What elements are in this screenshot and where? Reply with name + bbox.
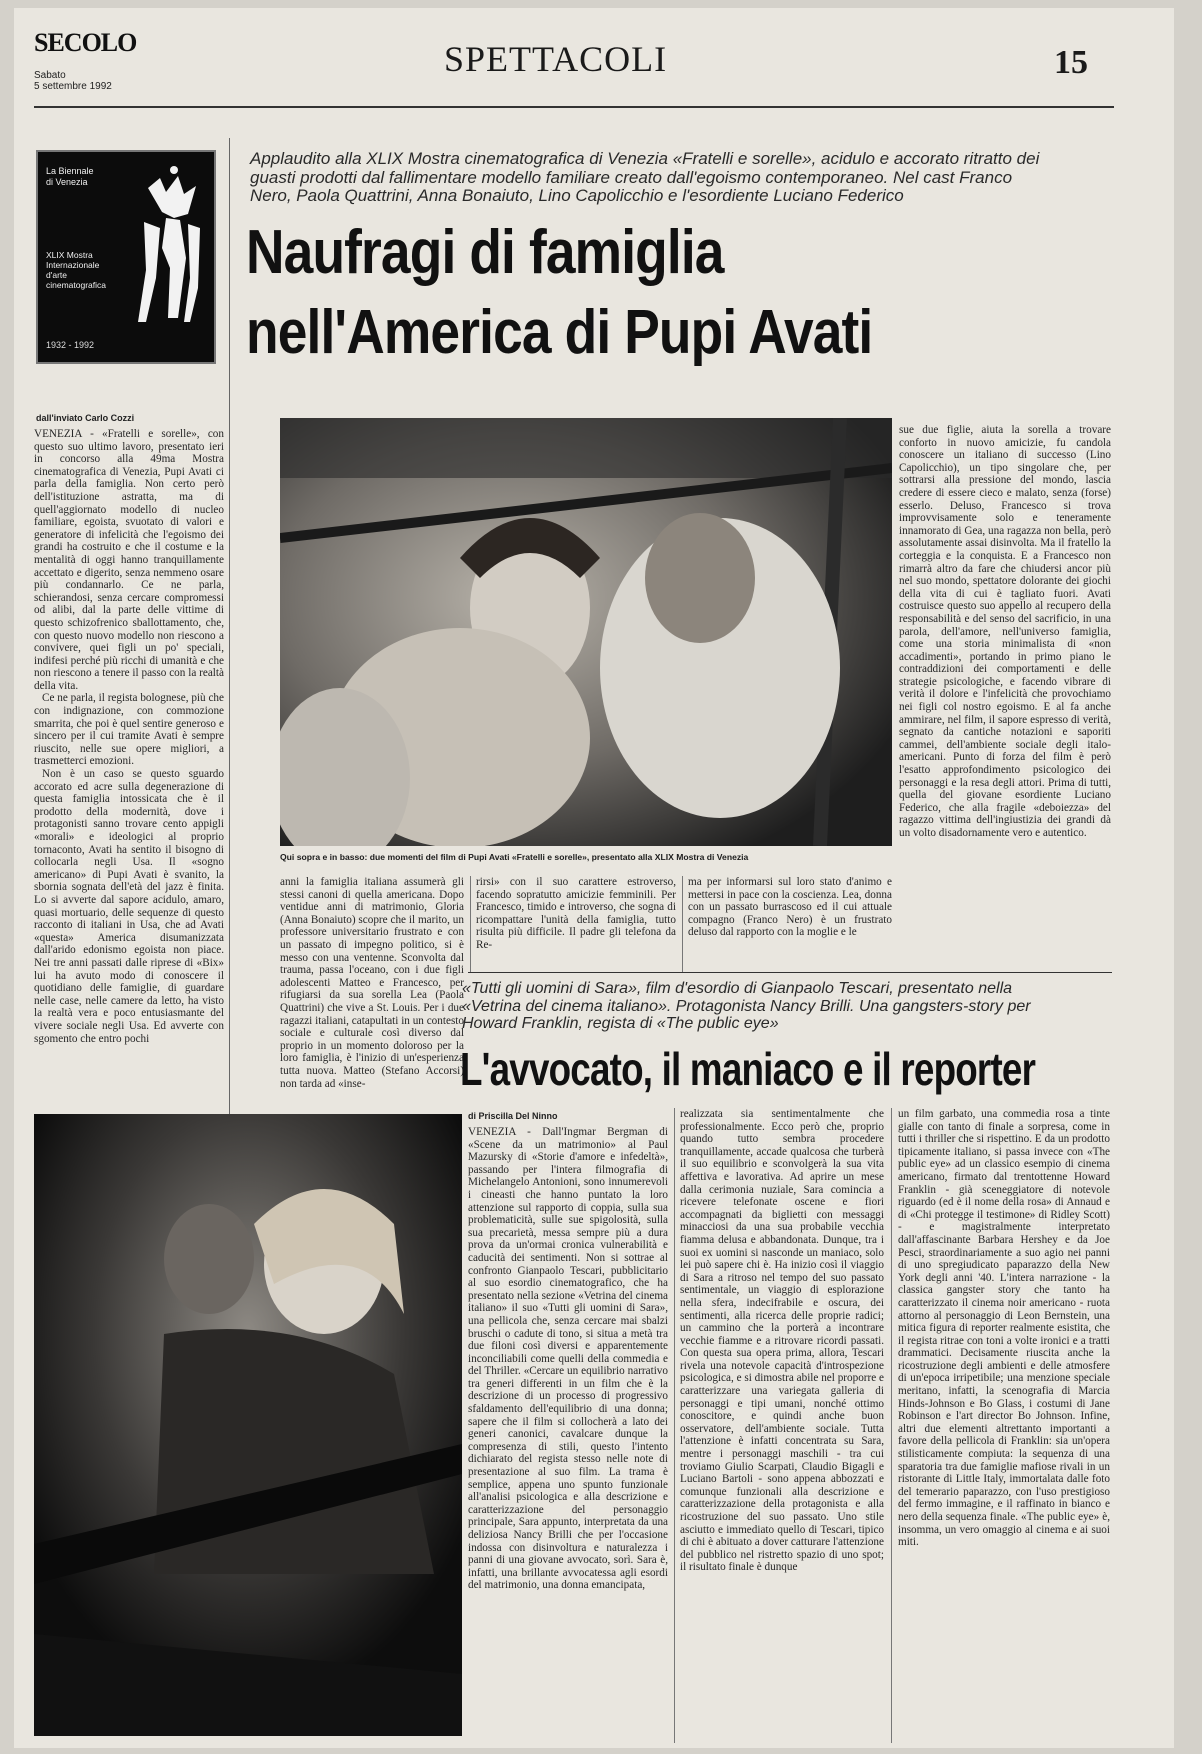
column-rule-a1-2 bbox=[470, 876, 471, 972]
masthead-day: Sabato bbox=[34, 70, 66, 81]
article1-headline-line2: nell'America di Pupi Avati bbox=[246, 298, 873, 367]
article1-column-3: rirsi» con il suo carattere estroverso, facendo sopratutto amicizie femminili. Per Francesco, timido e introverso, che sogna di ricompattare l'unità della famiglia, tutto risulta più difficile. Il padre gli telefona da Re- bbox=[476, 876, 676, 951]
page-number: 15 bbox=[1054, 44, 1088, 81]
article1-col1-para1: VENEZIA - «Fratelli e sorelle», con questo suo ultimo lavoro, presentato ieri in concorso alla 49ma Mostra cinematografica di Venezia, Pupi Avati ci parla della famiglia. Non certo però dell'istituzione astratta, ma di quell'aggiornato modello di nucleo familiare, egoista, svuotato di valori e generatore di infelicità che l'egoismo dei grandi ha costruito e che il costume e la mentalità di oggi hanno tranquillamente accettato e digerito, senza nemmeno osare più condannarlo. Ce ne parla, schierandosi, senza cercare compromessi od alibi, dal la parte delle vittime di questo schizofrenico sballottamento, che, con questo nuovo modello non riescono a convivere, quei figli un po' speciali, indifesi perché più ricchi di umanità e che non riescono a tenere il passo con la realtà della vita. bbox=[34, 428, 224, 692]
column-rule-a1-3 bbox=[682, 876, 683, 972]
festival-logo-line4: Internazionale bbox=[46, 260, 100, 270]
festival-logo-line6: cinematografica bbox=[46, 280, 107, 290]
masthead-logo: SECOLO bbox=[34, 28, 137, 57]
festival-logo-line2: di Venezia bbox=[46, 177, 88, 187]
festival-logo bbox=[36, 150, 216, 364]
photo-caption: Qui sopra e in basso: due momenti del film di Pupi Avati «Fratelli e sorelle», presentato alla XLIX Mostra di Venezia bbox=[280, 852, 749, 862]
festival-logo-line1: La Biennale bbox=[46, 166, 94, 176]
article1-col1-para2: Ce ne parla, il regista bolognese, più che con indignazione, con commozione smarrita, che poi è quel sentire generoso e sincero per il cui tramite Avati è sempre riuscito, nelle sue opere migliori, a trasmetterci emozioni. bbox=[34, 692, 224, 768]
section-title: SPETTACOLI bbox=[444, 39, 668, 79]
article1-column-1 bbox=[34, 428, 224, 1108]
article2-kicker: «Tutti gli uomini di Sara», film d'esordio di Gianpaolo Tescari, presentato nella «Vetrina del cinema italiano». Protagonista Nancy Brilli. Una gangsters-story per Howard Franklin, regista di «The public eye» bbox=[462, 980, 1031, 1032]
article2-headline: L'avvocato, il maniaco e il reporter bbox=[460, 1043, 1036, 1095]
article1-column-4: ma per informarsi sul loro stato d'animo e mettersi in pace con la coscienza. Lea, donna con un passato burrascoso ed il cui attuale compagno (Franco Nero) è un frustrato deluso dal rapporto con la moglie e le bbox=[688, 876, 892, 939]
column-rule-a2-2 bbox=[891, 1108, 892, 1743]
film-still-top bbox=[280, 418, 892, 846]
article-divider bbox=[468, 972, 1112, 973]
article2-column-1: VENEZIA - Dall'Ingmar Bergman di «Scene da un matrimonio» al Paul Mazursky di «Storie d'amore e infedeltà», passando per l'intera filmografia di Michelangelo Antonioni, sono innumerevoli i cineasti che hanno puntato la loro attenzione sul rapporto di coppia, sulla sua problematicità, sulle sue spigolosità, sulla sua precarietà, messa sempre più a dura prova da un'ormai cronica vulnerabilità e caducità dei sentimenti. Non si sottrae al confronto Gianpaolo Tescari, pubblicitario al suo esordio cinematografico, che ha presentato nella sezione «Vetrina del cinema italiano» il suo «Tutti gli uomini di Sara», una pellicola che, senza cercare mai sbalzi bruschi o cadute di tono, si situa a metà tra due filoni così diversi e apparentemente inconciliabili come quelli della commedia e del Thriller. «Cercare un equilibrio narrativo tra generi differenti in un film che è la descrizione di un processo di progressivo sfaldamento dell'equilibrio di una donna; sapere che il film si collocherà a lato dei generi canonici, cavalcare dunque la compresenza di stili, questo l'intento dichiarato del regista stesso nelle note di presentazione al suo film. La trama è semplice, appena uno spunto funzionale all'analisi psicologica e alla descrizione e caratterizzazione del personaggio principale, Sara appunto, interpretata da una deliziosa Nancy Brilli che per l'occasione indossa con disinvoltura e naturalezza i panni di una giovane avvocato, sorì. Sara è, infatti, una brillante avvocatessa agli esordi del matrimonio, una donna emancipata, bbox=[468, 1126, 668, 1592]
newspaper-page bbox=[14, 8, 1174, 1748]
winged-lion-emblem bbox=[126, 158, 210, 326]
column-rule-a2-1 bbox=[674, 1108, 675, 1743]
festival-logo-line3: XLIX Mostra bbox=[46, 250, 93, 260]
masthead-date: 5 settembre 1992 bbox=[34, 81, 112, 92]
film-still-bottom bbox=[34, 1114, 462, 1736]
masthead-rule bbox=[34, 106, 1114, 108]
article2-column-3: un film garbato, una commedia rosa a tinte gialle con tanto di finale a sorpresa, come in tutti i thriller che si rispettino. E da un prodotto tipicamente italiano, si passa invece con «The public eye» ad un classico esempio di cinema americano, firmato dal trentottenne Howard Franklin - già sceneggiatore di notevole riguardo (ed è il nome della rosa» di Annaud e di «Chi protegge il testimone» di Ridley Scott) - e magistralmente interpretato dall'affascinante Barbara Hershey e da Joe Pesci, straordinariamente a suo agio nei panni di uno spregiudicato paparazzo della New York degli anni '40. L'intera narrazione - la classica gangster story che tanto ha caratterizzato il cinema noir americano - ruota attorno al personaggio di Leon Bernstein, una mitica figura di reporter realmente esistita, che il regista ritrae con toni a volte ironici e a tratti drammatici. Decisamente riuscita anche la ricostruzione degli ambienti e delle atmosfere di un'epoca irripetibile; una menzione speciale meritano, infatti, la scenografia di Marcia Hinds-Johnson e Bo Glass, i costumi di Jane Robinson e l'art director Bo Johnson. Infine, altri due elementi altrettanto importanti a favore della pellicola di Franklin: sia un'opera stilisticamente compiuta: la sequenza di una sparatoria tra due famiglie mafiose rivali in un ristorante di Little Italy, immortalata dalle foto del temerario paparazzo, con l'uso prestigioso del fermo immagine, e il raffinato in bianco e nero della sequenza finale. «The public eye» è, insomma, un vero omaggio al cinema e ai suoi miti. bbox=[898, 1108, 1110, 1549]
article2-byline: di Priscilla Del Ninno bbox=[468, 1111, 558, 1121]
article1-column-2: anni la famiglia italiana assumerà gli stessi canoni di quella americana. Dopo ventidue anni di matrimonio, Gloria (Anna Bonaiuto) scopre che il marito, un professore universitario frustrato e con un passato di impegno politico, si è messo con una ventenne. Sconvolta dal trauma, passa l'oceano, con i due figli adolescenti Matteo e Francesco, per rifugiarsi da sua sorella Lea (Paola Quattrini) che vive a St. Louis. Per i due ragazzi italiani, catapultati in un contesto sociale e culturale così diverso dal proprio in un momento doloroso per la loro famiglia, è l'inizio di un'esperienza tutta nuova. Matteo (Stefano Accorsi) non tarda ad «inse- bbox=[280, 876, 464, 1090]
article2-column-2: realizzata sia sentimentalmente che professionalmente. Ecco però che, proprio quando tutto sembra procedere tranquillamente, accade qualcosa che turberà il suo equilibrio e sconvolgerà la sua vita affettiva e lavorativa. Ad aprire un mese dalla cerimonia nuziale, Sara comincia a ricevere telefonate oscene e fiori accompagnati da biglietti con messaggi minacciosi da una sua probabile vecchia fiamma delusa e abbandonata. Dunque, tra i suoi ex uomini si nasconde un maniaco, solo lei può sapere chi è. Ha inizio così il viaggio di Sara a ritroso nel tempo del suo passato sentimentale, un viaggio di esplorazione nella sfera, indecifrabile e oscura, dei sentimenti, alla ricerca delle proprie radici; un cammino che la porterà a incontrare vecchie fiamme e a ritrovare ricordi passati. Con questa sua opera prima, allora, Tescari rivela una notevole capacità d'introspezione psicologica, e si dimostra abile nel proporre e caratterizzare una variegata galleria di personaggi e tipi umani, nonché ottimo conoscitore, e quindi anche buon osservatore, dell'ambiente sociale. Tutta l'attenzione è infatti concentrata su Sara, mentre i personaggi maschili - tra cui troviamo Giulio Scarpati, Claudio Bigagli e Luciano Bartoli - sono appena abbozzati e comunque funzionali alla descrizione e caratterizzazione della protagonista e alla ricostruzione del suo passato. Uno stile asciutto e immediato quello di Tescari, tipico di chi è abituato a dover catturare l'attenzione del pubblico nel ristretto spazio di uno spot; il risultato finale è dunque bbox=[680, 1108, 884, 1574]
article1-column-right: sue due figlie, aiuta la sorella a trovare conforto in nuovo amicizie, fu candola conoscere un italiano di successo (Lino Capolicchio), un tipo singolare che, per sottrarsi alla pressione del mondo, lascia credere di essere cieco e malato, senza (forse) esserlo. Deluso, Francesco si trova improvvisamente solo e teneramente innamorato di Gea, una ragazza non bella, però assolutamente assai disinvolta. Ma il fratello la corteggia e la conquista. E a Francesco non rimarrà altro da fare che chiudersi ancor più nel suo mondo, spettatore dolorante dei giochi della vita di cui è tagliato fuori. Avati costruisce questo suo appello al recupero della responsabilità e del senso del sacrificio, in una parola, dell'amore, nell'universo famiglia, come una storia minimalista di «non accadimenti», portando in primo piano le contraddizioni dei comportamenti e delle strategie psicologiche, e facendo vibrare di verità il dolore e l'infelicità che provochiamo nei figli col nostro egoismo. E al fa anche ammirare, nel film, il sapore espresso di verità, segnato da cantiche notazioni e saporiti cammei, dell'ambiente sociale degli italo-americani. Punto di forza del film è però l'esatto approfondimento psicologico dei personaggi e la resa degli attori. Prima di tutti, quella del giovane esordiente Luciano Federico, che alla fragile «deboiezza» del ragazzo vittima dell'ingiustizia dei grandi dà un volto disadornamente vero e autentico. bbox=[899, 424, 1111, 839]
article1-col1-para3: Non è un caso se questo sguardo accorato ed acre sulla degenerazione di questa famiglia intossicata che è il prodotto della modernità, dove i protagonisti sanno trovare cento appigli «morali» e ideologici al proprio tornaconto, Avati ha sentito il bisogno di collocarla negli Usa. Il «sogno americano» di Pupi Avati è svanito, la sbornia sognata dell'età del jazz è finita. Lo si avverte dal sapore acidulo, amaro, quasi mortuario, delle sequenze di questo racconto di italiani in Usa, che ad Avati «questa» America disumanizzata dall'arido edonismo egoista non piace. Nei tre anni passati dalle riprese di «Bix» lui ha avuto modo di conoscere il quotidiano delle famiglie, di guardare nelle case, nelle camere da letto, ha visto la realtà vera e poco entusiasmante del vivere sociale negli Usa. Ed avverte con sgomento che entro pochi bbox=[34, 768, 224, 1045]
festival-logo-line5: d'arte bbox=[46, 270, 67, 280]
festival-logo-years: 1932 - 1992 bbox=[46, 340, 95, 350]
article1-headline-line1: Naufragi di famiglia bbox=[246, 218, 724, 287]
article1-byline: dall'inviato Carlo Cozzi bbox=[36, 413, 135, 423]
article1-kicker: Applaudito alla XLIX Mostra cinematografica di Venezia «Fratelli e sorelle», acidulo e accorato ritratto dei guasti prodotti dal fallimentare modello familiare creato dall'egoismo contemporaneo. Nel cast Franco Nero, Paola Quattrini, Anna Bonaiuto, Lino Capolicchio e l'esordiente Luciano Federico bbox=[250, 149, 1040, 205]
